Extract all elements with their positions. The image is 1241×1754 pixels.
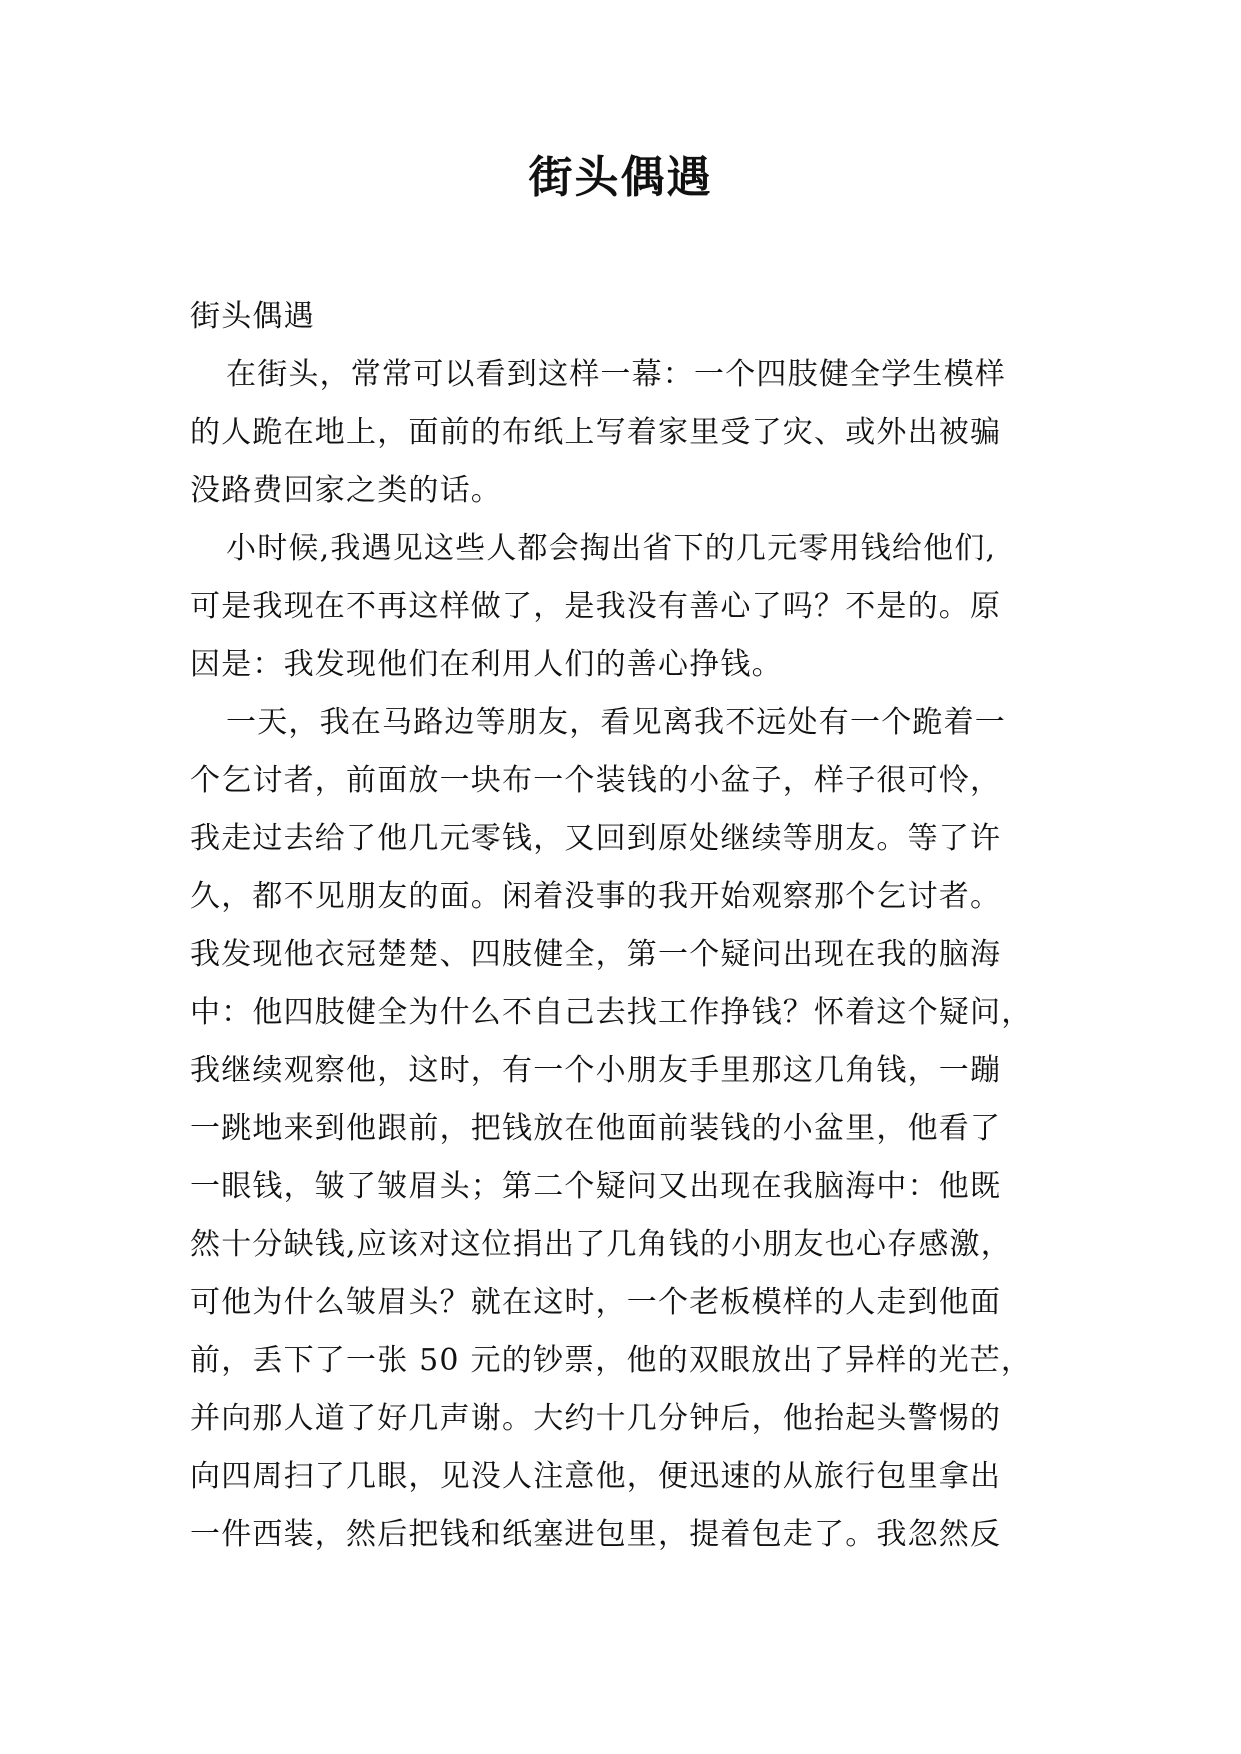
paragraph-line: 中：他四肢健全为什么不自己去找工作挣钱？怀着这个疑问， bbox=[190, 995, 1033, 1030]
paragraph-line: 一件西装，然后把钱和纸塞进包里，提着包走了。我忽然反 bbox=[190, 1517, 1002, 1552]
paragraph-line: 然十分缺钱,应该对这位捐出了几角钱的小朋友也心存感激， bbox=[190, 1227, 1012, 1262]
paragraph-line: 久，都不见朋友的面。闲着没事的我开始观察那个乞讨者。 bbox=[190, 879, 1002, 914]
paragraph-line: 我发现他衣冠楚楚、四肢健全，第一个疑问出现在我的脑海 bbox=[190, 937, 1002, 972]
paragraph-3 bbox=[190, 694, 1070, 1564]
paragraph-line: 因是：我发现他们在利用人们的善心挣钱。 bbox=[190, 647, 783, 682]
paragraph-line: 前，丢下了一张 50 元的钞票，他的双眼放出了异样的光芒， bbox=[190, 1343, 1033, 1378]
paragraph-line: 一跳地来到他跟前，把钱放在他面前装钱的小盆里，他看了 bbox=[190, 1111, 1002, 1146]
paragraph-line: 小时候,我遇见这些人都会掏出省下的几元零用钱给他们, bbox=[226, 531, 997, 566]
paragraph-line: 没路费回家之类的话。 bbox=[190, 473, 502, 508]
paragraph-line: 可是我现在不再这样做了，是我没有善心了吗？不是的。原 bbox=[190, 589, 1002, 624]
paragraph-line: 我继续观察他，这时，有一个小朋友手里那这几角钱，一蹦 bbox=[190, 1053, 1002, 1088]
paragraph-line: 我走过去给了他几元零钱，又回到原处继续等朋友。等了许 bbox=[190, 821, 1002, 856]
document-body bbox=[190, 288, 1070, 1564]
paragraph-line: 可他为什么皱眉头？就在这时，一个老板模样的人走到他面 bbox=[190, 1285, 1002, 1320]
paragraph-line: 一眼钱，皱了皱眉头；第二个疑问又出现在我脑海中：他既 bbox=[190, 1169, 1002, 1204]
paragraph-line: 并向那人道了好几声谢。大约十几分钟后，他抬起头警惕的 bbox=[190, 1401, 1002, 1436]
paragraph-line: 在街头，常常可以看到这样一幕：一个四肢健全学生模样 bbox=[226, 357, 1006, 392]
paragraph-1 bbox=[190, 346, 1070, 520]
document-title: 街头偶遇 bbox=[528, 152, 713, 203]
paragraph-line: 个乞讨者，前面放一块布一个装钱的小盆子，样子很可怜， bbox=[190, 763, 1002, 798]
paragraph-line: 向四周扫了几眼，见没人注意他，便迅速的从旅行包里拿出 bbox=[190, 1459, 1002, 1494]
paragraph-line: 一天，我在马路边等朋友，看见离我不远处有一个跪着一 bbox=[226, 705, 1006, 740]
paragraph-line: 的人跪在地上，面前的布纸上写着家里受了灾、或外出被骗 bbox=[190, 415, 1002, 450]
paragraph-2 bbox=[190, 520, 1070, 694]
document-subtitle: 街头偶遇 bbox=[190, 299, 315, 334]
